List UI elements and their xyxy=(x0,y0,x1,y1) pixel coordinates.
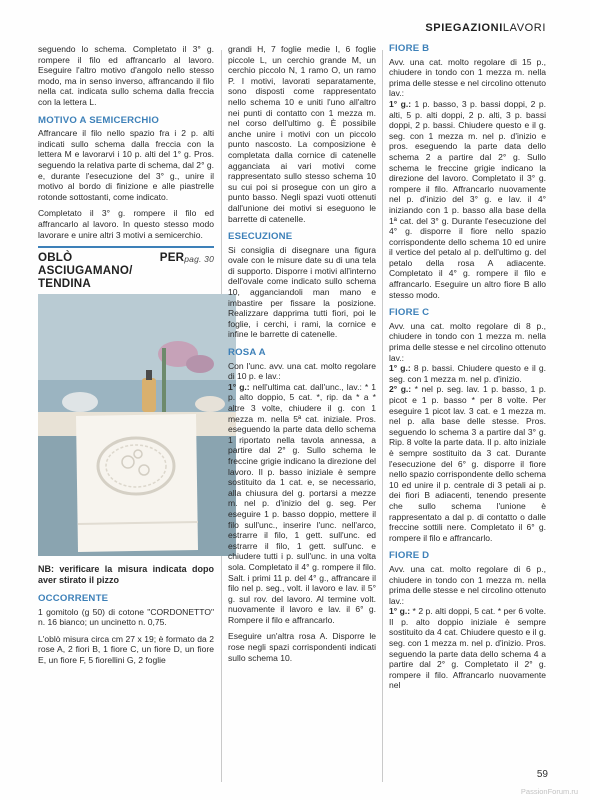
paragraph: Eseguire un'altra rosa A. Disporre le rose negli spazi corrispondenti indicati sullo schema 10. xyxy=(228,631,376,663)
project-title-text: OBLÒ PER ASCIUGAMANO/ TENDINA xyxy=(38,251,185,291)
paragraph: Si consiglia di disegnare una figura ovale con le misure date su di una tela di supporto. Disporre i motivi all'interno dell'ovale come indicato sullo schema 10, agganciandoli man mano e imbastire per fissare la posizione. Realizzare dapprima tutti fiori, poi le foglie, i cerchi, i rami, la cornice e infine le barrette di catenelle. xyxy=(228,244,376,340)
header-part2: LAVORI xyxy=(502,22,546,34)
round-text: 8 p. bassi. Chiudere questo e il g. seg. con 1 mezza m. nel p. d'inizio. xyxy=(389,363,546,384)
round-text: 1 p. basso, 3 p. bassi doppi, 2 p. alti, 5 p. alti doppi, 2 p. alti, 3 p. bassi doppi, 2 p. bassi. Chiudere questo e il g. seg. con 1 mezza m. nel p. d'inizio e pros. eseguendo la parte data dello schema 2 a partire dal 2° g. Sullo schema le freccine grigie indicano la direzione del lavoro. Completato il 3° g. rompere il filo. Affrancarlo nuovamente nel p. d'inizio del 3° g. e lav. il 4° iniziando con 1 p. basso alla base della 1ª cat. del 3° g. Durante l'esecuzione del 4° g. disporre il fiore nello spazio corrispondente dello schema 10 ed unire il vertice del petalo al p. dell'ultimo g. del petalo della rosa A adiacente. Completato il 4° g. rompere il filo e affrancarlo. Eseguire un altro fiore B allo stesso modo. xyxy=(389,98,546,300)
paragraph: Completato il 3° g. rompere il filo ed affrancarlo al lavoro. In questo stesso modo lavorare e unire altri 3 motivi a semicerchio. xyxy=(38,208,214,240)
materials: 1 gomitolo (g 50) di cotone "CORDONETTO" n. 16 bianco; un uncinetto n. 0,75. xyxy=(38,606,214,628)
round-label: 1° g.: xyxy=(389,98,412,109)
towel-photo xyxy=(38,294,236,556)
paragraph: seguendo lo schema. Completato il 3° g. rompere il filo ed affrancarlo al lavoro. Eseguire l'altro motivo d'angolo nello stesso modo, ma in senso inverso, affrancando il filo nella cat. indicata sullo schema dalla freccia con la lettera L. xyxy=(38,44,214,107)
round-text: * 2 p. alti doppi, 5 cat. * per 6 volte. Il p. alto doppio iniziale è sempre sostituito da 4 cat. Chiudere questo e il g. seg. con 1 mezza m. nel p. d'inizio. Pros. seguendo la parte data dello schema 4 a partire dal 2° g. Completato il 2° g. rompere il filo. Affrancarlo nuovamente nel xyxy=(389,606,546,691)
paragraph: Affrancare il filo nello spazio fra i 2 p. alti indicati sullo schema dalla freccia con la lettera M e lavorarvi i 10 p. alti del 1° g. Pros. seguendo la relativa parte di schema, dal 2° g. e, durante l'esecuzione del 3° g., unire il motivo al bordo di finizione e alle piastrelle rotonde sottostanti, come indicato. xyxy=(38,128,214,202)
round-label: 1° g.: xyxy=(228,381,250,392)
round-text: * nel p. seg. lav. 1 p. basso, 1 p. picot e 1 p. basso * per 8 volte. Per eseguire 1 picot lav. 3 cat. e 1 mezza m. nel p. alla base delle stesse. Pros. seguendo lo schema 3 a partire dal 3° g. Rip. 8 volte la parte data. Il p. alto iniziale è sempre sostituito da 3 cat. Durante l'esecuzione del 6° g. disporre il fiore nello spazio corrispondente dello schema 10 ed unire il p. centrale di 3 petali ai p. dei fiori B adiacenti, tenendo presente che sullo schema l'unione è rappresentato a dal p. di contatto o dalle freccine sottili nere. Completato il 6° g. rompere il filo e affrancarlo. xyxy=(389,384,546,543)
section-heading: FIORE C xyxy=(389,307,430,319)
middle-column xyxy=(228,44,376,669)
paragraph xyxy=(389,321,546,543)
round-label: 2° g.: xyxy=(389,384,412,395)
section-heading: OCCORRENTE xyxy=(38,593,109,605)
left-column xyxy=(38,44,214,672)
round-label: 1° g.: xyxy=(389,606,411,617)
section-heading: FIORE B xyxy=(389,43,430,54)
header-part1: SPIEGAZIONI xyxy=(425,22,503,34)
paragraph xyxy=(389,57,546,301)
paragraph: L'oblò misura circa cm 27 x 19; è formato da 2 rose A, 2 fiori B, 1 fiore C, un fiore D, un fiore E, un fiore F, 5 fiorellini G, 2 foglie xyxy=(38,633,214,666)
project-title xyxy=(38,251,214,290)
box-divider xyxy=(38,246,214,248)
section-heading: FIORE D xyxy=(389,550,430,562)
section-heading: ESECUZIONE xyxy=(228,231,293,243)
paragraph-text: Avv. una cat. molto regolare di 15 p., chiudere in tondo con 1 mezza m. nella prima delle stesse e nel circolino ottenuto lav.: xyxy=(389,56,546,99)
paragraph-text: Con l'unc. avv. una cat. molto regolare di 10 p. e lav.: xyxy=(228,360,376,382)
paragraph xyxy=(228,361,376,626)
page-number: 59 xyxy=(536,769,548,780)
section-header xyxy=(425,22,546,34)
section-heading: MOTIVO A SEMICERCHIO xyxy=(38,114,160,126)
section-heading: ROSA A xyxy=(228,347,266,359)
right-column xyxy=(389,44,546,697)
paragraph xyxy=(389,564,546,691)
note: NB: verificare la misura indicata dopo aver stirato il pizzo xyxy=(38,564,214,586)
page-reference: pag. 30 xyxy=(184,254,214,265)
paragraph: grandi H, 7 foglie medie I, 6 foglie piccole L, un cerchio grande M, un cerchio piccolo N, 1 ramo O, un ramo P. I motivi, lavorati separatamente, sono disposti come rappresentato nello schema 10 e uniti l'uno all'altro nei punti di contatto con 1 mezza m. nel corso dell'ultimo g. È possibile anche unire i motivi con un piccolo punto nascosto. La composizione è completata dalla cornice di catenelle agganciata ai vari motivi come rappresentato sullo stesso schema 10 su cui poi si prosegue con un giro a punto basso. Negli spazi vuoti ottenuti dall'unione dei motivi si eseguono le barrette di catenelle. xyxy=(228,44,376,224)
paragraph-text: Avv. una cat. molto regolare di 8 p., chiudere in tondo con 1 mezza m. nella prima delle stesse e nel circolino ottenuto lav.: xyxy=(389,320,546,363)
watermark: PassionForum.ru xyxy=(520,787,578,796)
column-divider xyxy=(382,50,383,782)
round-label: 1° g.: xyxy=(389,363,411,374)
round-text: nell'ultima cat. dall'unc., lav.: * 1 p. alto doppio, 5 cat. *, rip. da * a * altre 3 volte, chiudere il g. con 1 mezza m. nella 5ª cat. iniziale. Pros. eseguendo la parte data dello schema 1 riportato nella tavola annessa, a partire dal 2° g. Sullo schema le freccine grigie indicano la direzione del lavoro. Il p. basso iniziale è sempre sostituito da 1 cat. e, se necessario, alla chiusura del g. portarsi a mezze m. nel p. d'inizio del g. seg. Per eseguire 1 p. basso doppio, mettere il filo sull'unc., inserire l'unc. nell'arco, estrarre il filo, 1 gett. sull'unc. ed estrarre il filo, 1 gett. sull'unc. e chiudere tutti i p. sull'unc. in una volta sola. Completato il 4° g. rompere il filo. Salt. i primi 11 p. del 4° g., affrancare il filo nel p. seg., volt. il lavoro e lav. il 5° g. sul rov. del lavoro. Al termine volt. nuovamente il lavoro e lav. il 6° g. Rompere il filo e affrancarlo. xyxy=(228,381,376,625)
paragraph-text: Avv. una cat. molto regolare di 6 p., chiudere in tondo con 1 mezza m. nella prima delle stesse e nel circolino ottenuto lav.: xyxy=(389,563,546,606)
